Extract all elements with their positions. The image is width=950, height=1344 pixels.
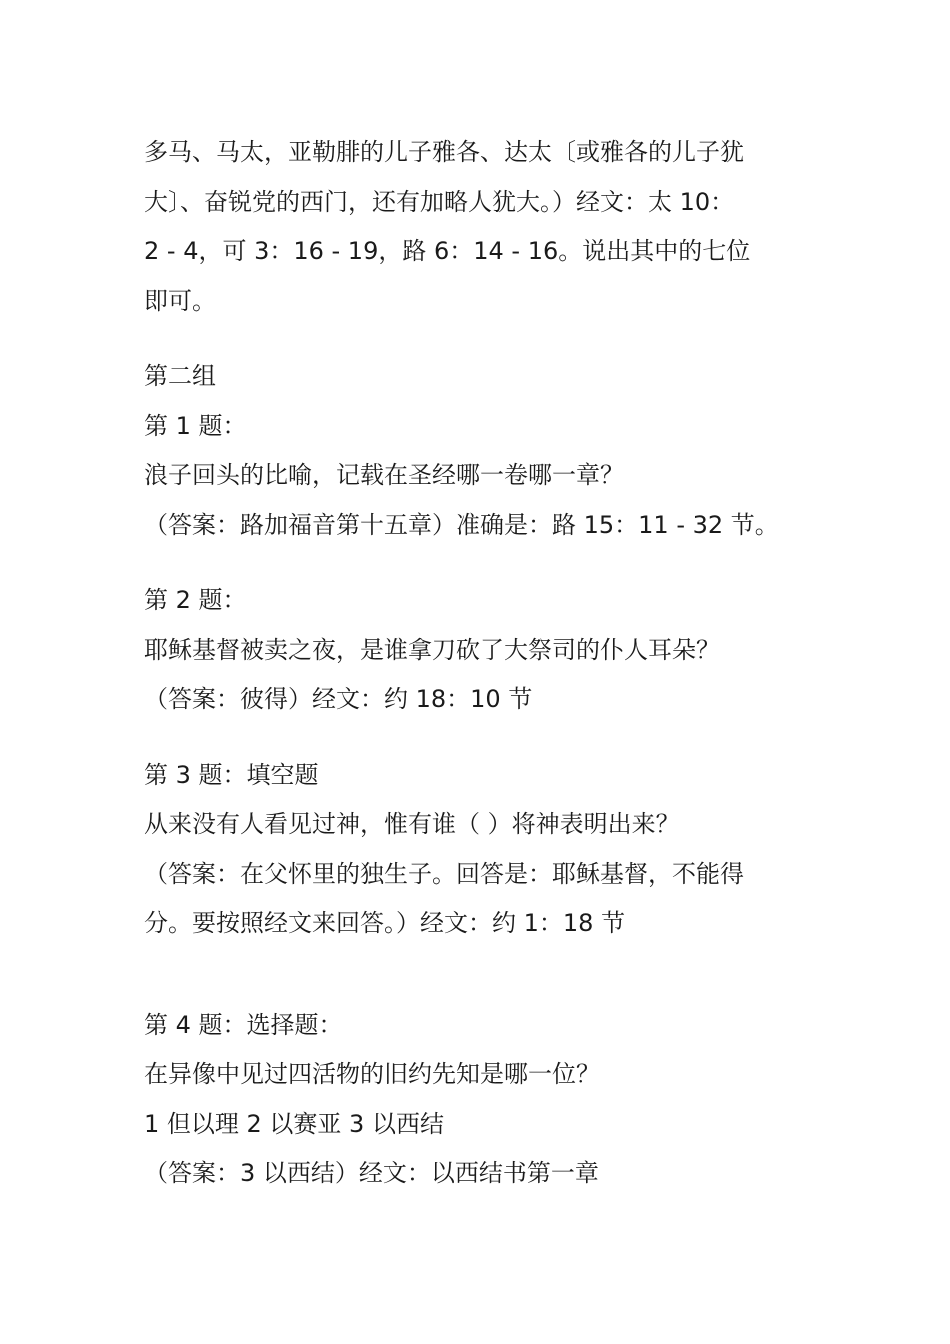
question-2 xyxy=(144,576,824,725)
text-line: 2 - 4，可 3：16 - 19，路 6：14 - 16。说出其中的七位 xyxy=(144,237,751,265)
answer-text: （答案：3 以西结）经文：以西结书第一章 xyxy=(144,1159,599,1187)
question-3 xyxy=(144,751,824,949)
question-text: 浪子回头的比喻，记载在圣经哪一卷哪一章？ xyxy=(144,461,624,489)
group-title: 第二组 xyxy=(144,362,216,390)
question-text: 耶稣基督被卖之夜，是谁拿刀砍了大祭司的仆人耳朵？ xyxy=(144,635,720,664)
question-4 xyxy=(144,1001,824,1199)
text-line: 即可。 xyxy=(144,286,216,315)
answer-text: （答案：在父怀里的独生子。回答是：耶稣基督，不能得 xyxy=(144,859,744,888)
document-page xyxy=(144,128,824,1199)
answer-text: （答案：路加福音第十五章）准确是：路 15：11 - 32 节。 xyxy=(144,510,779,539)
spacer xyxy=(144,949,824,1001)
question-1 xyxy=(144,402,824,551)
question-label: 第 2 题： xyxy=(144,586,247,614)
spacer xyxy=(144,725,824,751)
question-label: 第 3 题：填空题 xyxy=(144,760,319,789)
answer-text: 分。要按照经文来回答。）经文：约 1：18 节 xyxy=(144,909,626,937)
intro-paragraph xyxy=(144,128,824,326)
question-label: 第 1 题： xyxy=(144,411,247,440)
question-text: 从来没有人看见过神，惟有谁（ ）将神表明出来？ xyxy=(144,810,680,838)
question-text: 在异像中见过四活物的旧约先知是哪一位？ xyxy=(144,1060,600,1088)
spacer xyxy=(144,550,824,576)
question-label: 第 4 题：选择题： xyxy=(144,1010,343,1039)
options-text: 1 但以理 2 以赛亚 3 以西结 xyxy=(144,1109,444,1138)
text-line: 多马、马太，亚勒腓的儿子雅各、达太〔或雅各的儿子犹 xyxy=(144,138,744,166)
text-line: 大〕、奋锐党的西门，还有加略人犹大。）经文：太 10： xyxy=(144,187,735,216)
spacer xyxy=(144,326,824,352)
answer-text: （答案：彼得）经文：约 18：10 节 xyxy=(144,685,533,713)
